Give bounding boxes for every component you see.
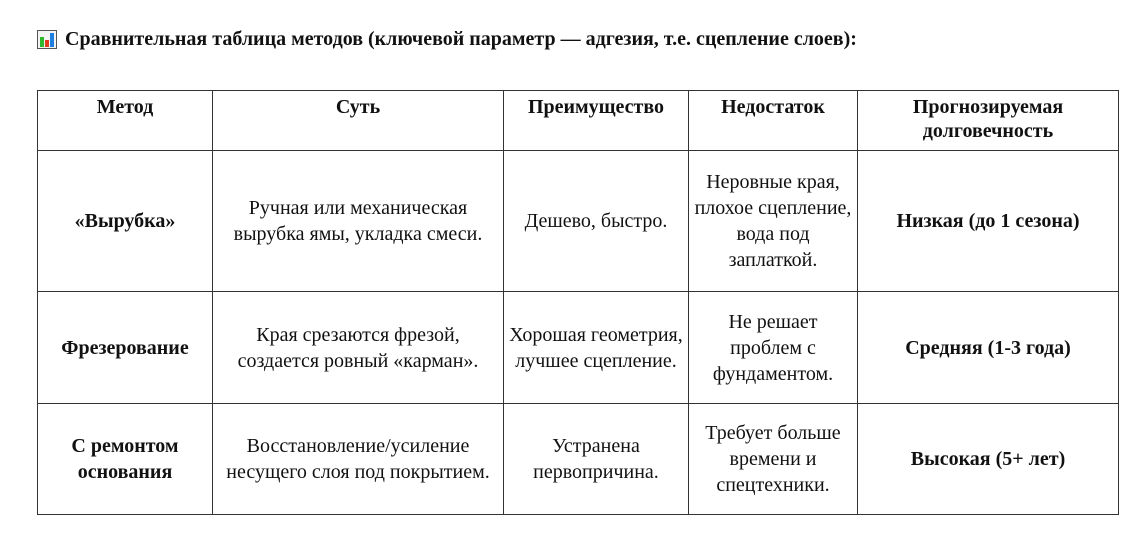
document-heading [37, 28, 857, 51]
table-row [38, 151, 1119, 292]
cell-disadvantage: Неровные края, плохое сцепление, вода под заплаткой. [689, 151, 858, 292]
comparison-table [37, 90, 1119, 515]
cell-method: Фрезерование [38, 292, 213, 404]
header-method: Метод [38, 91, 213, 151]
heading-text: Сравнительная таблица методов (ключевой параметр — адгезия, т.е. сцепление слоев): [65, 28, 857, 50]
cell-method: «Вырубка» [38, 151, 213, 292]
cell-advantage: Устранена первопричина. [504, 404, 689, 515]
bar-chart-icon [37, 30, 57, 49]
cell-essence: Края срезаются фрезой, создается ровный «карман». [213, 292, 504, 404]
cell-advantage: Хорошая геометрия, лучшее сцепление. [504, 292, 689, 404]
header-durability: Прогнозируемая долговечность [858, 91, 1119, 151]
table-header-row [38, 91, 1119, 151]
table-row [38, 404, 1119, 515]
header-advantage: Преимущество [504, 91, 689, 151]
cell-durability: Средняя (1-3 года) [858, 292, 1119, 404]
cell-disadvantage: Не решает проблем с фундаментом. [689, 292, 858, 404]
header-essence: Суть [213, 91, 504, 151]
cell-essence: Ручная или механическая вырубка ямы, укладка смеси. [213, 151, 504, 292]
cell-essence: Восстановление/усиление несущего слоя под покрытием. [213, 404, 504, 515]
header-disadvantage: Недостаток [689, 91, 858, 151]
cell-method: С ремонтом основания [38, 404, 213, 515]
cell-durability: Высокая (5+ лет) [858, 404, 1119, 515]
cell-durability: Низкая (до 1 сезона) [858, 151, 1119, 292]
cell-disadvantage: Требует больше времени и спецтехники. [689, 404, 858, 515]
table-row [38, 292, 1119, 404]
cell-advantage: Дешево, быстро. [504, 151, 689, 292]
